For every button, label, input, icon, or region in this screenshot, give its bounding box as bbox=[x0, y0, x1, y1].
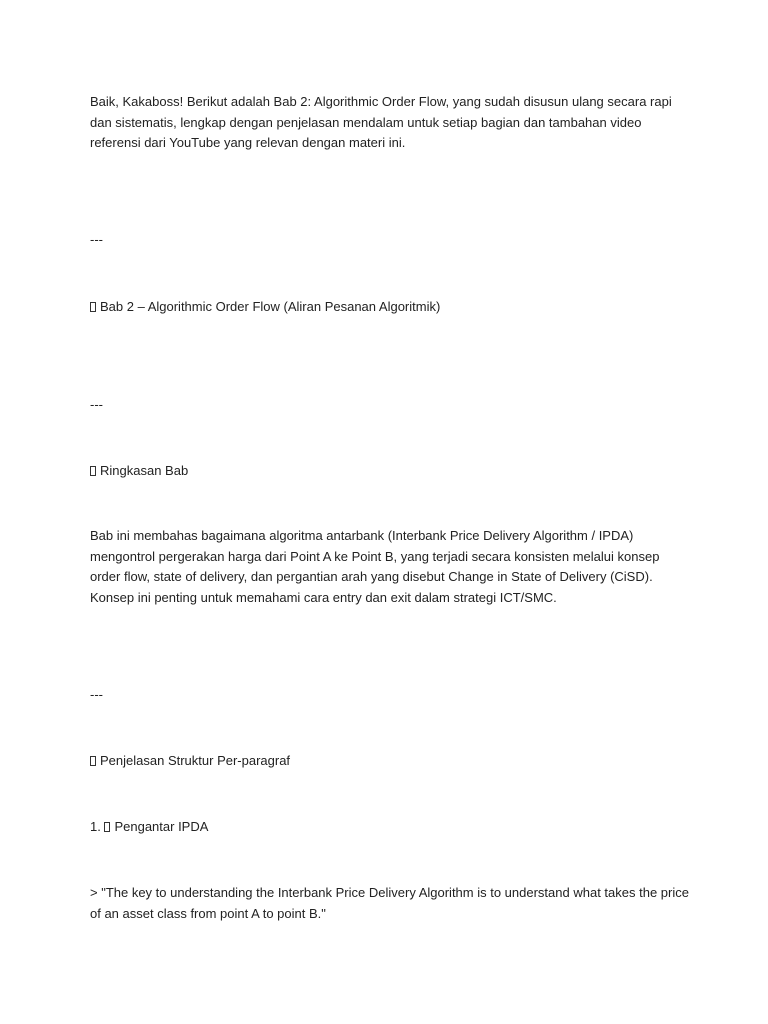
list-item-number: 1. bbox=[90, 819, 101, 834]
separator-3: --- bbox=[90, 687, 103, 702]
summary-heading-text: Ringkasan Bab bbox=[100, 463, 189, 478]
missing-glyph-icon bbox=[90, 756, 96, 766]
missing-glyph-icon bbox=[90, 466, 96, 476]
separator-2: --- bbox=[90, 397, 103, 412]
list-item-1 bbox=[90, 817, 690, 838]
summary-paragraph: Bab ini membahas bagaimana algoritma antarbank (Interbank Price Delivery Algorithm / IPDA) mengontrol pergerakan harga dari Point A ke Point B, yang terjadi secara konsisten melalui konsep order flow, state of delivery, dan pergantian arah yang disebut Change in State of Delivery (CiSD). Konsep ini penting untuk memahami cara entry dan exit dalam strategi ICT/SMC. bbox=[90, 528, 664, 605]
structure-heading bbox=[90, 751, 690, 772]
missing-glyph-icon bbox=[90, 302, 96, 312]
summary-heading bbox=[90, 461, 690, 482]
quote-paragraph: > "The key to understanding the Interbank Price Delivery Algorithm is to understand what takes the price of an asset class from point A to point B." bbox=[90, 885, 693, 921]
intro-paragraph: Baik, Kakaboss! Berikut adalah Bab 2: Algorithmic Order Flow, yang sudah disusun ulang secara rapi dan sistematis, lengkap dengan penjelasan mendalam untuk setiap bagian dan tambahan video referensi dari YouTube yang relevan dengan materi ini. bbox=[90, 94, 676, 150]
list-item-title: Pengantar IPDA bbox=[114, 819, 209, 834]
chapter-title-text: Bab 2 – Algorithmic Order Flow (Aliran Pesanan Algoritmik) bbox=[100, 299, 441, 314]
missing-glyph-icon bbox=[104, 822, 110, 832]
separator-1: --- bbox=[90, 232, 103, 247]
structure-heading-text: Penjelasan Struktur Per-paragraf bbox=[100, 753, 291, 768]
chapter-title bbox=[90, 297, 690, 318]
